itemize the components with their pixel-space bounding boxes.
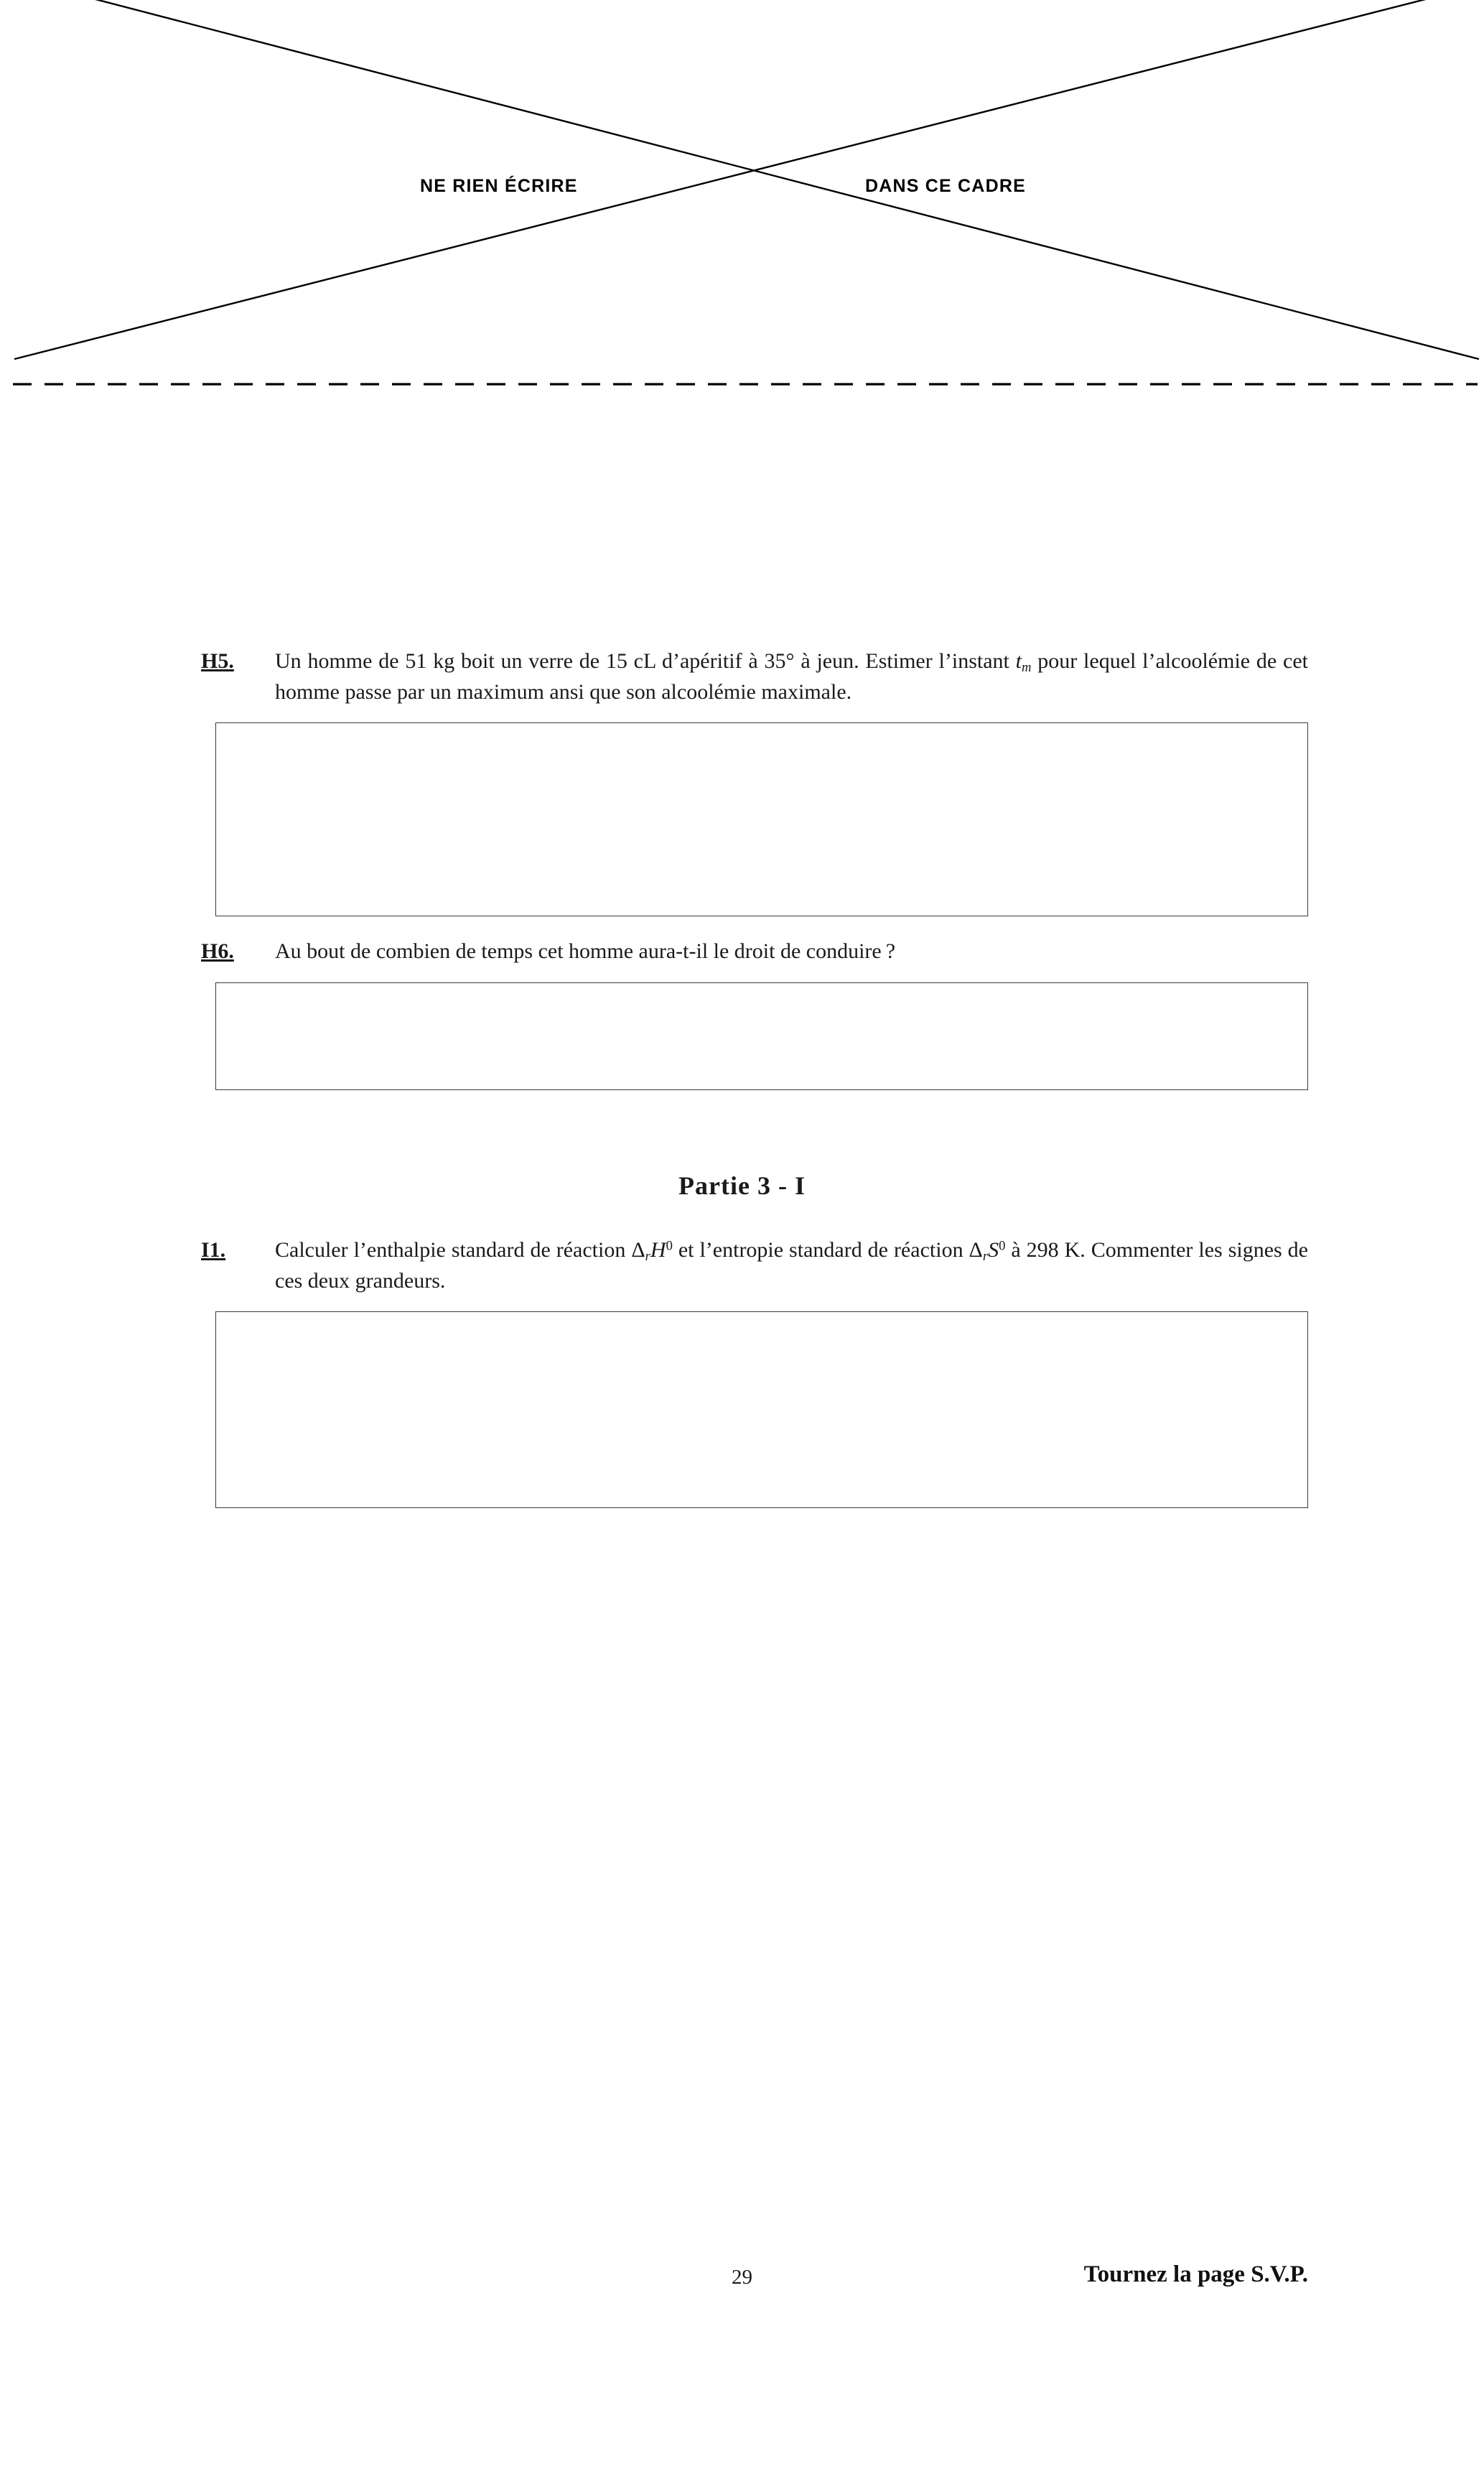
turn-page-notice: Tournez la page S.V.P. — [1083, 2261, 1308, 2287]
page-content — [0, 388, 1484, 1508]
question-i1-row — [0, 1235, 1484, 1296]
part-title: Partie 3 - I — [678, 1171, 806, 1200]
answer-box-h5[interactable] — [215, 722, 1308, 916]
notice-ne-rien-ecrire: NE RIEN ÉCRIRE — [420, 176, 578, 196]
question-h5-tag: H5. — [201, 649, 234, 673]
question-h6-text: Au bout de combien de temps cet homme aura-t-il le droit de conduire ? — [275, 939, 896, 964]
page-footer — [0, 2261, 1484, 2330]
question-i1-tag: I1. — [201, 1237, 226, 1262]
cross-lines — [0, 0, 1484, 388]
question-h6-tag: H6. — [201, 939, 234, 964]
question-h5-row — [0, 646, 1484, 707]
question-block-h6 — [0, 936, 1484, 1089]
answer-box-h6[interactable] — [215, 982, 1308, 1090]
question-block-i1 — [0, 1235, 1484, 1508]
question-h6-row — [0, 936, 1484, 966]
notice-dans-ce-cadre: DANS CE CADRE — [865, 176, 1026, 196]
answer-box-i1[interactable] — [215, 1311, 1308, 1508]
question-h5-text: Un homme de 51 kg boit un verre de 15 cL d’apéritif à 35° à jeun. Estimer l’instant $t_m$ pour lequel l’alcoolémie de cet homme passe par un maximum ansi que son alcoolémie maximale. — [275, 649, 1308, 704]
question-i1-text: Calculer l’enthalpie standard de réaction $\Delta_rH^0$ et l’entropie standard de réaction $\Delta_rS^0$ à 298 K. Commenter les signes de ces deux grandeurs. — [275, 1237, 1308, 1293]
question-block-h5 — [0, 646, 1484, 916]
page-number: 29 — [732, 2266, 752, 2289]
do-not-write-frame — [0, 0, 1484, 388]
